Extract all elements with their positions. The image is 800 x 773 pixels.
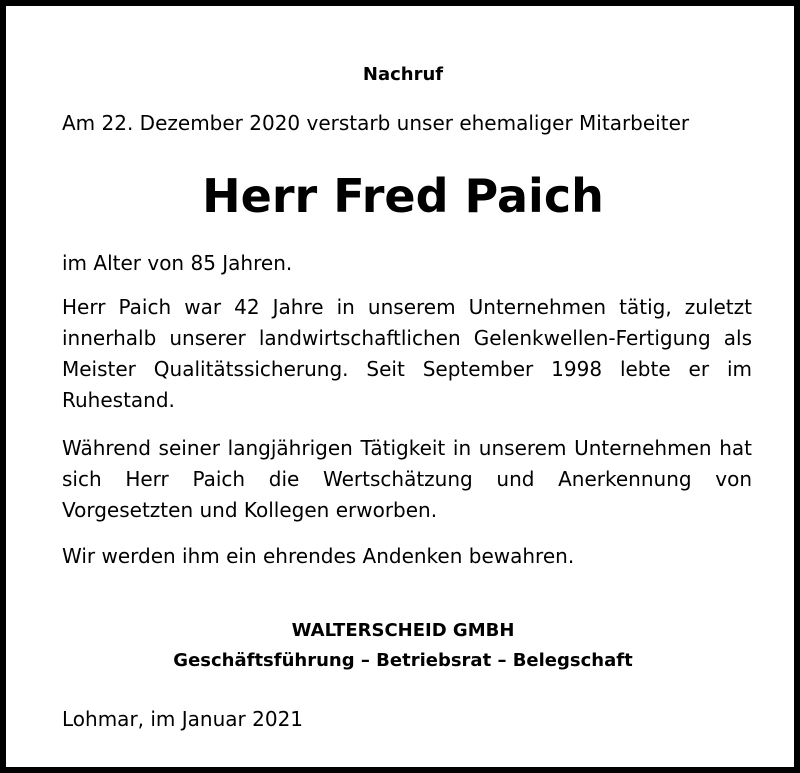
deceased-name: Herr Fred Paich <box>202 169 604 223</box>
appreciation-paragraph: Während seiner langjährigen Tätigkeit in unserem Unternehmen hat sich Herr Paich die Wertschätzung und Anerkennung von Vorgesetzten und Kollegen erworben. <box>62 436 752 522</box>
remembrance-line: Wir werden ihm ein ehrendes Andenken bewahren. <box>62 544 575 568</box>
departments-line: Geschäftsführung – Betriebsrat – Belegschaft <box>173 650 633 671</box>
career-paragraph: Herr Paich war 42 Jahre in unserem Unternehmen tätig, zuletzt innerhalb unserer landwirtschaftlichen Gelenkwellen-Fertigung als Meister Qualitätssicherung. Seit September 1998 lebte er im Ruhestand. <box>62 295 752 412</box>
company-name: WALTERSCHEID GMBH <box>291 620 515 641</box>
notice-heading: Nachruf <box>362 64 444 85</box>
intro-line: Am 22. Dezember 2020 verstarb unser ehemaliger Mitarbeiter <box>62 111 690 135</box>
place-date: Lohmar, im Januar 2021 <box>62 707 304 731</box>
age-line: im Alter von 85 Jahren. <box>62 251 293 275</box>
